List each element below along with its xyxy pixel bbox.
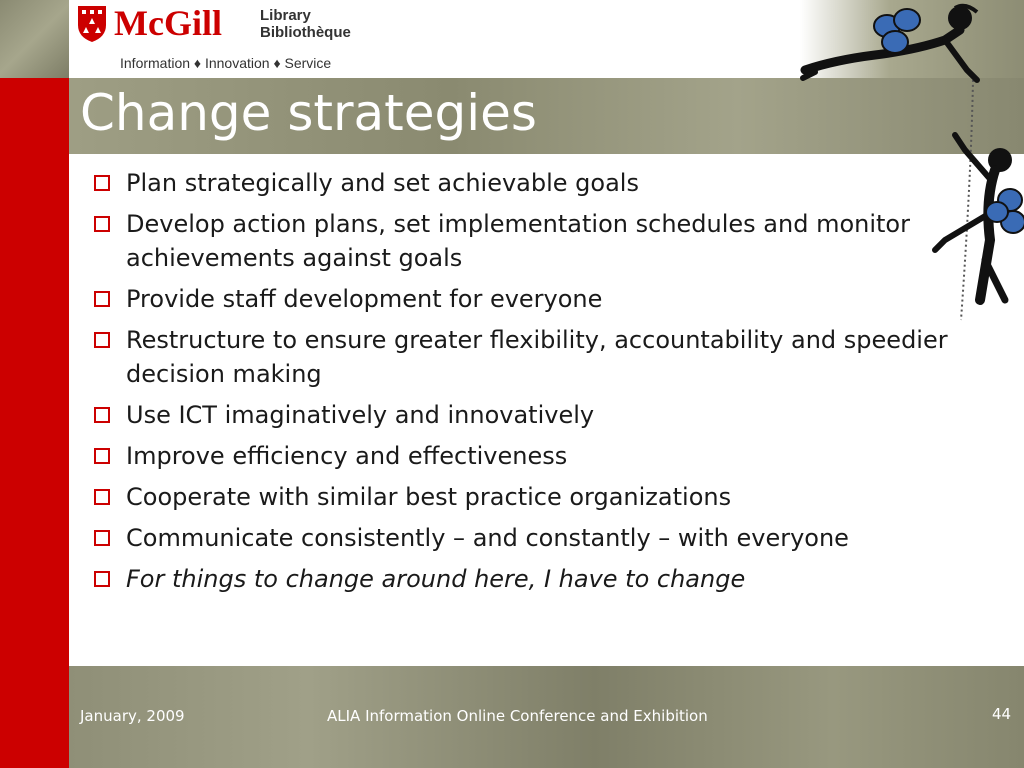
bullet-item [88,480,1008,514]
bullet-text: Provide staff development for everyone [126,285,603,313]
bullet-text: Improve efficiency and effectiveness [126,442,568,470]
slide-title: Change strategies [80,84,537,142]
footer-event-name: ALIA Information Online Conference and Exhibition [327,707,708,725]
square-bullet-icon [94,216,110,232]
bullet-item [88,398,1008,432]
bullet-text: For things to change around here, I have to change [126,565,746,593]
bullet-text: Cooperate with similar best practice organizations [126,483,732,511]
bullet-item [88,282,1008,316]
square-bullet-icon [94,407,110,423]
square-bullet-icon [94,332,110,348]
bullet-list [88,166,1008,603]
logo-mcgill-text: McGill [114,3,222,43]
bullet-text: Restructure to ensure greater flexibility, accountability and speedier decision making [126,326,948,388]
square-bullet-icon [94,291,110,307]
bullet-item [88,439,1008,473]
bullet-item [88,323,1008,391]
bullet-text: Use ICT imaginatively and innovatively [126,401,595,429]
bullet-item [88,207,1008,275]
bullet-item [88,166,1008,200]
bullet-item [88,562,1008,596]
square-bullet-icon [94,530,110,546]
square-bullet-icon [94,175,110,191]
left-bar-photo [0,0,69,78]
bullet-text: Communicate consistently – and constantly – with everyone [126,524,849,552]
footer-date: January, 2009 [80,707,185,725]
square-bullet-icon [94,571,110,587]
logo-tagline: Information ♦ Innovation ♦ Service [120,55,332,71]
square-bullet-icon [94,448,110,464]
bullet-text: Plan strategically and set achievable goals [126,169,639,197]
bullet-item [88,521,1008,555]
bullet-text: Develop action plans, set implementation schedules and monitor achievements against goals [126,210,910,272]
logo-library-text: Library [260,7,311,24]
logo-bibliotheque-text: Bibliothèque [260,24,351,41]
left-red-bar [0,78,69,768]
slide-number: 44 [992,705,1012,723]
mcgill-library-logo [76,2,376,74]
square-bullet-icon [94,489,110,505]
mcgill-shield-logo [77,5,107,43]
